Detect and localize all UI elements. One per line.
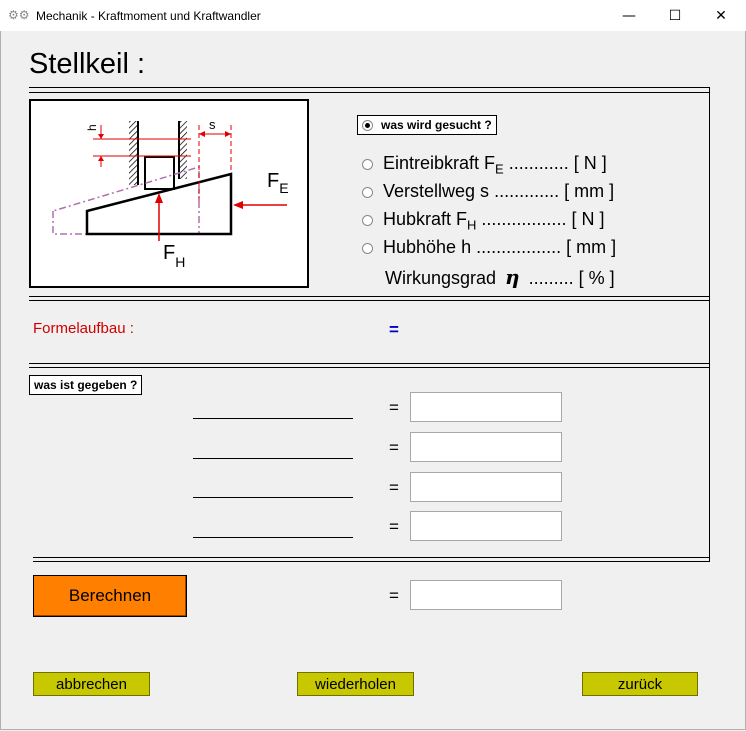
divider: [33, 561, 710, 562]
option-label: Wirkungsgrad: [385, 268, 502, 288]
result-field: [410, 580, 562, 610]
fh-label: $F_H$: [163, 242, 186, 270]
option-unit: ................. [ mm ]: [471, 237, 617, 257]
result-equals: =: [389, 586, 399, 605]
given-label-1: [193, 418, 353, 419]
cancel-button[interactable]: abbrechen: [33, 672, 150, 696]
option-wirkungsgrad: [385, 265, 615, 289]
maximize-button[interactable]: ☐: [668, 7, 682, 24]
divider: [33, 557, 710, 558]
given-group-label: was ist gegeben ?: [29, 375, 142, 395]
wedge-diagram: [29, 99, 309, 288]
close-button[interactable]: ✕: [715, 7, 727, 24]
eta-symbol: η: [505, 265, 520, 289]
window-title: Mechanik - Kraftmoment und Kraftwandler: [36, 9, 261, 23]
back-button[interactable]: zurück: [582, 672, 698, 696]
divider: [29, 300, 710, 301]
guide-wall-left: [129, 121, 137, 185]
option-hubhoehe[interactable]: [362, 237, 616, 258]
option-label: Hubkraft F: [383, 209, 468, 229]
calculate-button[interactable]: Berechnen: [33, 575, 187, 617]
plunger: [145, 157, 174, 189]
option-unit: ............ [ N ]: [503, 153, 607, 173]
radio-button[interactable]: [362, 243, 373, 254]
given-input-4[interactable]: [410, 511, 562, 541]
page-title: Stellkeil :: [29, 48, 146, 80]
option-subscript: H: [467, 217, 477, 233]
minimize-button[interactable]: —: [622, 7, 636, 24]
divider: [29, 87, 710, 88]
option-subscript: E: [495, 161, 504, 177]
sought-group-header[interactable]: [357, 115, 497, 135]
guide-wall-right: [179, 121, 187, 179]
wedge-drawing: [31, 101, 307, 286]
given-equals-3: =: [389, 478, 399, 497]
given-label-3: [193, 497, 353, 498]
repeat-button[interactable]: wiederholen: [297, 672, 414, 696]
s-label: s: [209, 117, 216, 132]
given-label-2: [193, 458, 353, 459]
title-bar: [0, 0, 746, 31]
option-verstellweg[interactable]: [362, 181, 614, 202]
formula-equals: =: [389, 320, 399, 339]
option-label: Eintreibkraft F: [383, 153, 496, 173]
given-input-2[interactable]: [410, 432, 562, 462]
option-label: Hubhöhe h: [383, 237, 472, 257]
given-equals-1: =: [389, 398, 399, 417]
sought-radio[interactable]: [362, 120, 373, 131]
option-unit: ................. [ N ]: [476, 209, 605, 229]
given-input-1[interactable]: [410, 392, 562, 422]
sought-group-label: was wird gesucht ?: [381, 118, 492, 132]
divider: [29, 367, 710, 368]
given-input-3[interactable]: [410, 472, 562, 502]
option-unit: ............. [ mm ]: [489, 181, 615, 201]
divider: [709, 87, 710, 561]
given-label-4: [193, 537, 353, 538]
formula-label: Formelaufbau :: [33, 320, 134, 337]
radio-button[interactable]: [362, 187, 373, 198]
radio-button[interactable]: [362, 159, 373, 170]
option-eintreibkraft[interactable]: [362, 153, 607, 177]
divider: [29, 363, 710, 364]
radio-button[interactable]: [362, 215, 373, 226]
h-label: h: [85, 124, 99, 131]
app-icon: ⚙⚙: [8, 8, 30, 22]
option-unit: ......... [ % ]: [523, 268, 615, 288]
fe-label: $F_E$: [267, 170, 289, 196]
option-label: Verstellweg s: [383, 181, 490, 201]
given-equals-2: =: [389, 438, 399, 457]
option-hubkraft[interactable]: [362, 209, 604, 233]
given-equals-4: =: [389, 517, 399, 536]
divider: [29, 296, 710, 297]
divider: [29, 92, 710, 93]
